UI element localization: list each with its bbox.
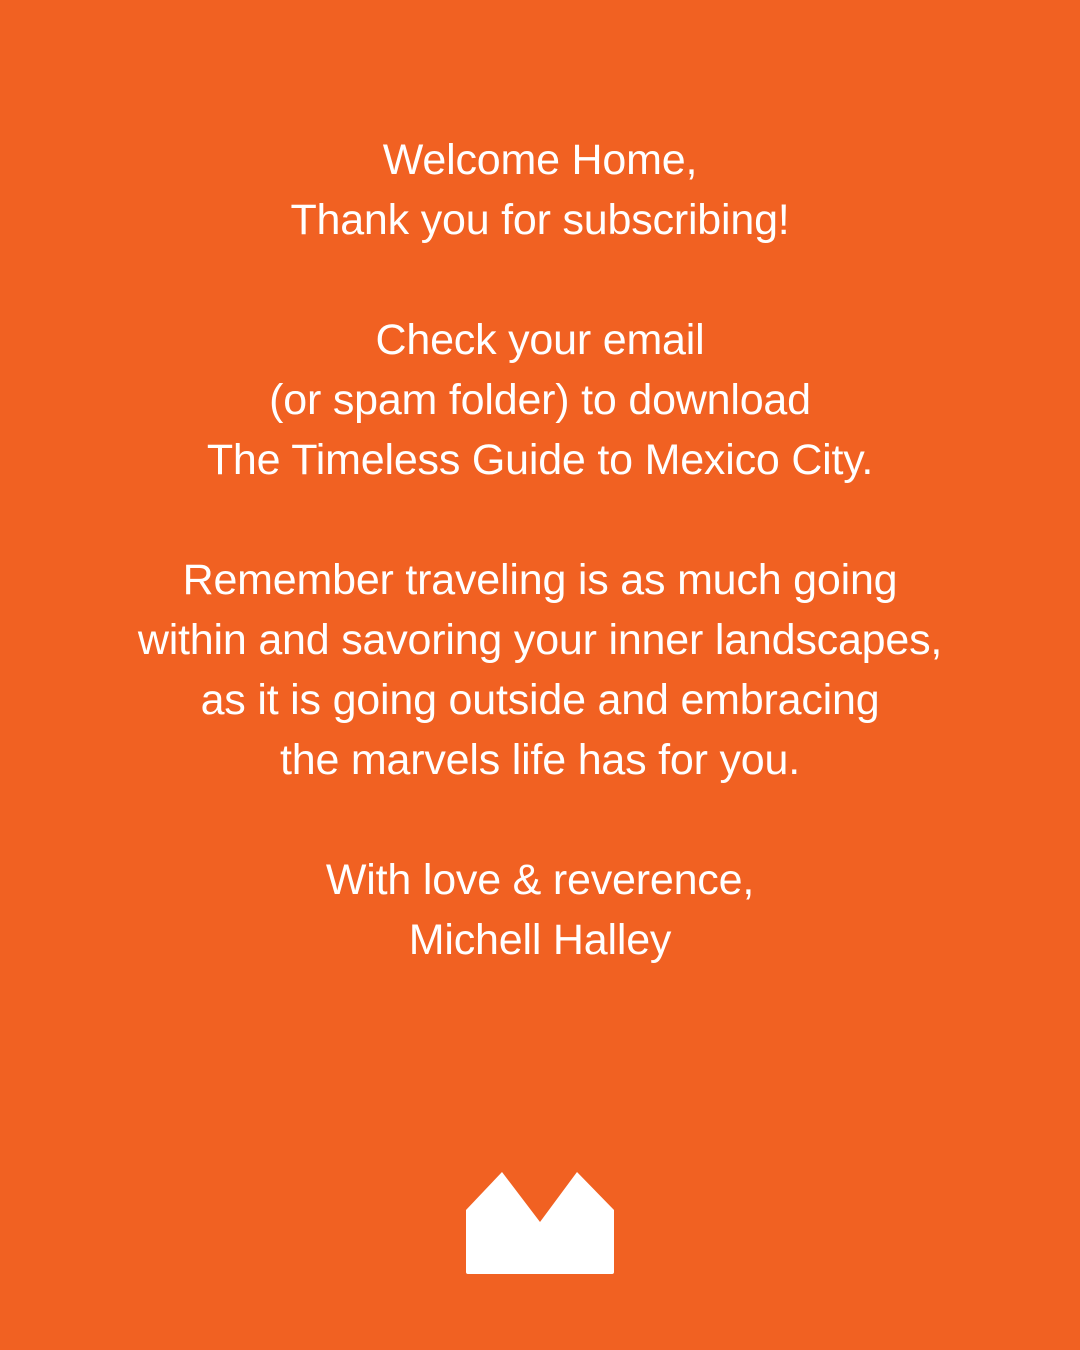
greeting-paragraph xyxy=(0,130,1080,250)
mountains-logo-icon xyxy=(466,1172,614,1274)
reflection-line-1: Remember traveling is as much going xyxy=(182,556,898,604)
message-block xyxy=(0,130,1080,1030)
greeting-line-1: Welcome Home, xyxy=(382,136,698,184)
instructions-line-2: (or spam folder) to download xyxy=(269,376,811,424)
greeting-line-2: Thank you for subscribing! xyxy=(290,196,790,244)
reflection-line-2: within and savoring your inner landscapes, xyxy=(137,616,943,664)
instructions-line-1: Check your email xyxy=(375,316,705,364)
instructions-paragraph xyxy=(0,310,1080,490)
instructions-line-3: The Timeless Guide to Mexico City. xyxy=(206,436,874,484)
reflection-paragraph xyxy=(0,550,1080,790)
reflection-line-3: as it is going outside and embracing xyxy=(200,676,880,724)
signoff-paragraph xyxy=(0,850,1080,970)
signoff-line-1: With love & reverence, xyxy=(325,856,755,904)
reflection-line-4: the marvels life has for you. xyxy=(280,736,800,784)
signoff-line-2: Michell Halley xyxy=(408,916,672,964)
